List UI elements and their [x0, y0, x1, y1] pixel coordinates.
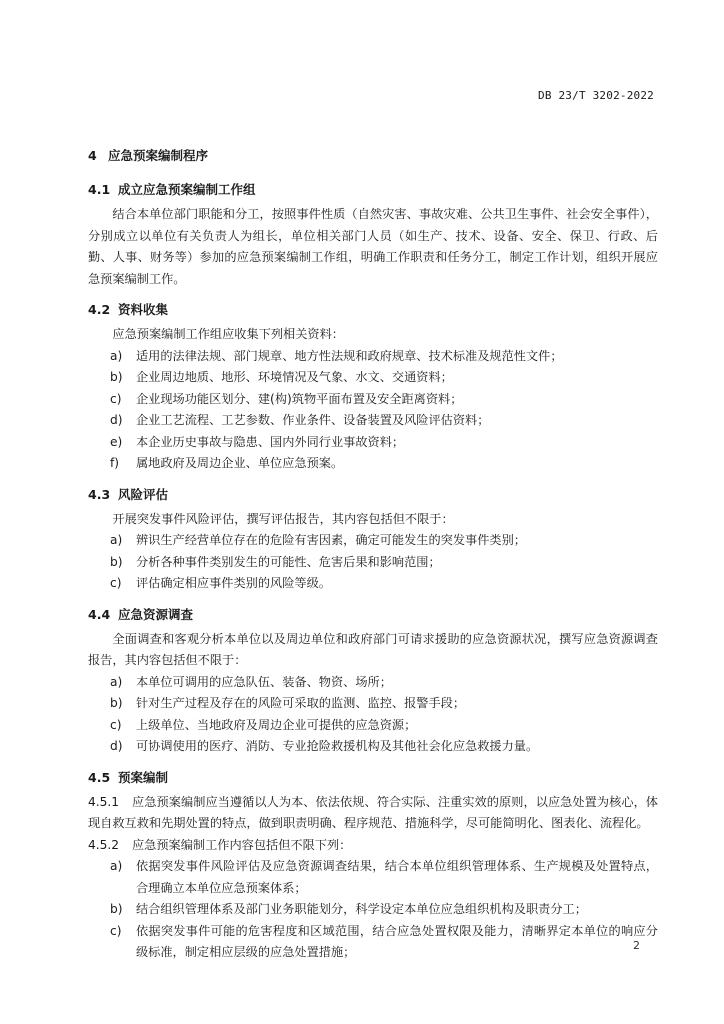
list-text: 适用的法律法规、部门规章、地方性法规和政府规章、技术标准及规范性文件；: [136, 348, 563, 363]
section-number: 4: [88, 148, 97, 163]
list-marker: a): [110, 674, 123, 689]
document-code: DB 23/T 3202-2022: [538, 89, 654, 102]
section-4-5-heading: [88, 768, 658, 788]
document-body: [88, 146, 658, 964]
section-title: 风险评估: [118, 486, 169, 502]
section-4-1-heading: [88, 180, 658, 200]
list-marker: c): [110, 923, 122, 938]
list-item: [88, 389, 658, 411]
list-marker: a): [110, 859, 123, 873]
list-item: [88, 432, 658, 454]
list-marker: c): [110, 391, 122, 406]
list-text: 本单位可调用的应急队伍、装备、物资、场所；: [136, 674, 392, 689]
list-text: 企业工艺流程、工艺参数、作业条件、设备装置及风险评估资料；: [136, 413, 490, 427]
section-4-4-intro: 全面调查和客观分析本单位以及周边单位和政府部门可请求援助的应急资源状况，撰写应急资源调查报告，其内容包括但不限于：: [88, 631, 658, 667]
section-4-5-2: [88, 835, 658, 857]
section-4-heading: [88, 146, 658, 166]
list-item: [88, 693, 658, 715]
section-title: 成立应急预案编制工作组: [118, 182, 256, 197]
list-text: 结合组织管理体系及部门业务职能划分，科学设定本单位应急组织机构及职责分工；: [136, 902, 587, 916]
list-marker: b): [110, 554, 123, 569]
list-item: [88, 856, 658, 899]
section-title: 应急预案编制程序: [108, 148, 209, 163]
subsection-text: 应急预案编制工作内容包括但不限下列：: [132, 837, 352, 852]
list-item: [88, 530, 658, 552]
list-marker: f): [110, 456, 120, 470]
page-number: 2: [633, 939, 640, 952]
section-4-3-intro: 开展突发事件风险评估，撰写评估报告，其内容包括但不限于：: [112, 511, 454, 526]
section-4-4-list: [88, 672, 658, 758]
section-number: 4.1: [88, 182, 111, 197]
list-item: [88, 367, 658, 389]
list-text: 针对生产过程及存在的风险可采取的监测、监控、报警手段；: [136, 696, 466, 710]
section-number: 4.2: [88, 302, 111, 317]
list-text: 本企业历史事故与隐患、国内外同行业事故资料；: [136, 434, 405, 449]
section-4-3-list: [88, 530, 658, 595]
subsection-number: 4.5.1: [88, 794, 120, 809]
section-4-2-list: [88, 346, 658, 475]
list-item: [88, 573, 658, 595]
list-item: [88, 921, 658, 964]
list-marker: b): [110, 902, 123, 916]
section-title: 应急资源调查: [118, 606, 194, 622]
list-text: 企业周边地质、地形、环境情况及气象、水文、交通资料；: [136, 370, 453, 384]
section-4-2-intro: 应急预案编制工作组应收集下列相关资料：: [112, 327, 344, 341]
list-item: [88, 672, 658, 694]
section-title: 资料收集: [118, 302, 169, 317]
list-marker: c): [110, 576, 122, 590]
section-number: 4.3: [88, 486, 111, 502]
section-number: 4.4: [88, 606, 111, 622]
list-text: 依据突发事件可能的危害程度和区域范围，结合应急处置权限及能力，清晰界定本单位的响应分级标准，制定相应层级的应急处置措施；: [136, 923, 658, 959]
list-text: 评估确定相应事件类别的风险等级。: [136, 576, 331, 590]
subsection-text: 应急预案编制应当遵循以人为本、依法依规、符合实际、注重实效的原则，以应急处置为核心，体现自救互救和先期处置的特点，做到职责明确、程序规范、措施科学，尽可能简明化、图表化、流程化。: [88, 794, 658, 830]
subsection-number: 4.5.2: [88, 837, 120, 852]
section-4-4-heading: [88, 605, 658, 625]
list-marker: a): [110, 348, 123, 363]
section-4-1-paragraph: 结合本单位部门职能和分工，按照事件性质（自然灾害、事故灾难、公共卫生事件、社会安全事件），分别成立以单位有关负责人为组长，单位相关部门人员（如生产、技术、设备、安全、保卫、行政、后勤、人事、财务等）参加的应急预案编制工作组，明确工作职责和任务分工，制定工作计划，组织开展应急预案编制工作。: [88, 207, 658, 286]
list-text: 辨识生产经营单位存在的危险有害因素，确定可能发生的突发事件类别；: [136, 533, 526, 547]
list-item: [88, 899, 658, 921]
list-item: [88, 552, 658, 574]
section-number: 4.5: [88, 769, 111, 785]
list-item: [88, 346, 658, 368]
list-item: [88, 410, 658, 432]
list-marker: b): [110, 370, 123, 384]
section-4-5-2-list: [88, 856, 658, 964]
list-text: 属地政府及周边企业、单位应急预案。: [136, 456, 344, 470]
list-marker: c): [110, 717, 122, 732]
list-text: 企业现场功能区划分、建(构)筑物平面布置及安全距离资料；: [136, 391, 463, 406]
list-text: 分析各种事件类别发生的可能性、危害后果和影响范围；: [136, 554, 441, 569]
section-4-3-heading: [88, 485, 658, 505]
list-item: [88, 453, 658, 475]
list-marker: e): [110, 434, 123, 449]
section-title: 预案编制: [118, 769, 169, 785]
list-marker: b): [110, 696, 123, 710]
section-4-2-heading: [88, 300, 658, 320]
list-item: [88, 736, 658, 758]
list-text: 依据突发事件风险评估及应急资源调查结果，结合本单位组织管理体系、生产规模及处置特点，合理确立本单位应急预案体系；: [136, 859, 658, 895]
list-text: 上级单位、当地政府及周边企业可提供的应急资源；: [136, 717, 417, 732]
list-marker: d): [110, 413, 123, 427]
list-marker: a): [110, 533, 123, 547]
list-item: [88, 715, 658, 737]
list-text: 可协调使用的医疗、消防、专业抢险救援机构及其他社会化应急救援力量。: [136, 739, 539, 753]
section-4-5-1: [88, 792, 658, 835]
list-marker: d): [110, 739, 123, 753]
